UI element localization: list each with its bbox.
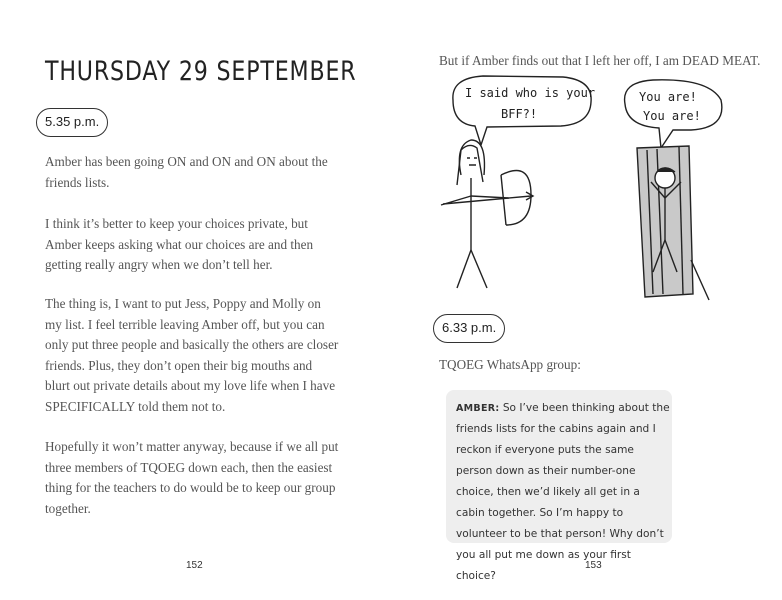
right-page xyxy=(391,0,782,600)
chat-text: So I’ve been thinking about the friends lists for the cabins again and I reckon if everyone puts the same person down as their number-one choice, then we’d likely all get in a cabin together. So I’m happy to volunteer to be that person! Why don’t you all put me down as your first choice? xyxy=(456,402,670,582)
paragraph-4: Hopefully it won’t matter anyway, because if we all put three members of TQOEG down each, then the easiest thing for the teachers to do would be to keep our group together. xyxy=(45,439,339,516)
page-number: 153 xyxy=(585,560,602,571)
archer-figure xyxy=(441,140,533,288)
paragraph-2: I think it’s better to keep your choices private, but Amber keeps asking what our choices are and then getting really angry when we don’t tell her. xyxy=(45,216,314,272)
intro-line: But if Amber finds out that I left her off, I am DEAD MEAT. xyxy=(439,53,761,68)
speech-left-line2: BFF?! xyxy=(501,107,538,121)
speech-right-line1: You are! xyxy=(639,90,697,104)
speech-right-line2: You are! xyxy=(643,109,701,123)
paragraph-1: Amber has been going ON and ON and ON about the friends lists. xyxy=(45,154,328,190)
time-stamp: 6.33 p.m. xyxy=(442,320,497,335)
page-title: THURSDAY 29 SEPTEMBER xyxy=(45,56,357,87)
cartoon-illustration xyxy=(391,0,782,310)
target-board xyxy=(637,146,709,300)
speech-left-line1: I said who is your xyxy=(465,86,596,100)
time-bubble xyxy=(433,314,505,343)
group-label: TQOEG WhatsApp group: xyxy=(439,357,581,372)
chat-speaker: AMBER: xyxy=(456,403,500,414)
time-bubble xyxy=(36,108,108,137)
paragraph-3: The thing is, I want to put Jess, Poppy and Molly on my list. I feel terrible leaving Amber off, but you can only put three people and basically the others are closer friends. Plus, they don’t open their big mouths and blurt out private details about my love life when I have SPECIFICALLY told them not to. xyxy=(45,296,339,414)
time-stamp: 5.35 p.m. xyxy=(45,114,100,129)
chat-message xyxy=(456,398,670,587)
page-number: 152 xyxy=(186,560,203,571)
